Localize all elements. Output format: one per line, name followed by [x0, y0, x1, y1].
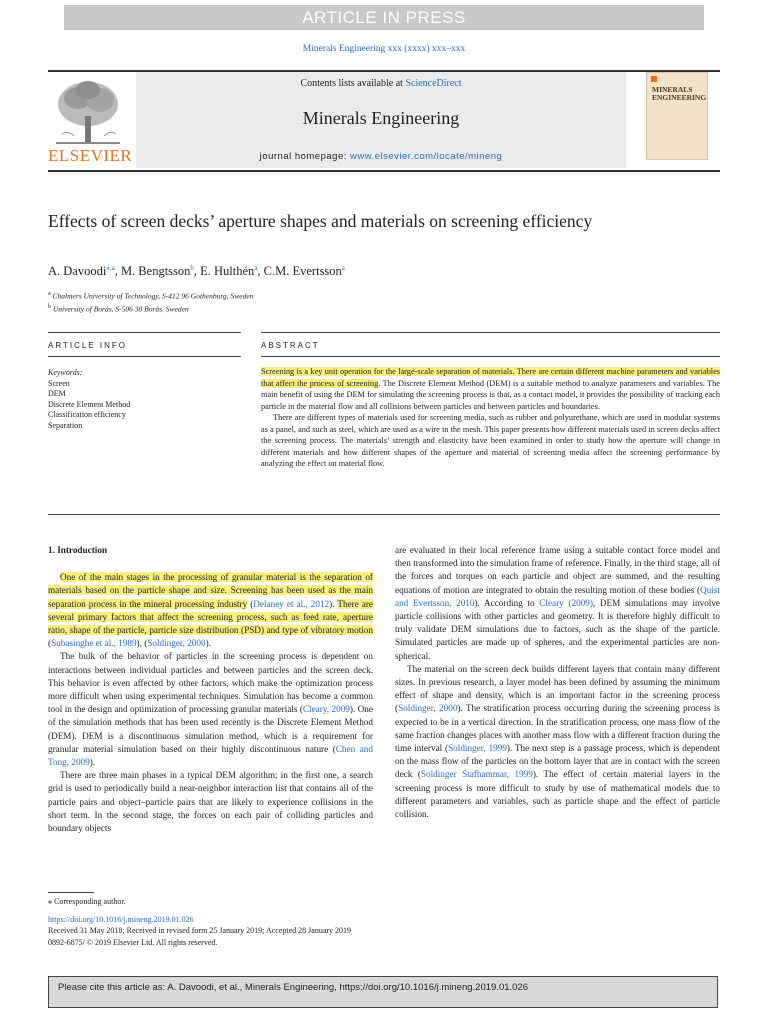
body-text: , DEM simulations may involve particle collisions with other particles and geometry. It is therefore highly difficult to truly validate DEM simulations due to factors, such as the shape of the particle. Simulated particles are made up of spheres, and the experimental particles are non-spherical.: [395, 597, 721, 661]
author-sup[interactable]: b: [190, 264, 194, 272]
citation-link[interactable]: Quist and Evertsson, 2010: [395, 584, 720, 608]
body-text: ). The stratification process occurring during the screening process is expected to be in a vertical direction. In the stratification process, one mass flow of the same fraction changes places with another mass flow with a different fraction during the time interval (: [395, 703, 721, 754]
article-info-rule-top: [48, 332, 241, 333]
affiliations: [48, 289, 253, 314]
journal-header-box: [136, 72, 626, 168]
footnotes: [48, 896, 351, 948]
affiliation-text: University of Borås, S-506 30 Borås, Sweden: [52, 304, 189, 313]
contents-prefix: Contents lists available at: [300, 78, 406, 89]
body-paragraph: There are three main phases in a typical DEM algorithm; in the first one, a search grid is used to periodically build a near-neighbor interaction list that contains all of the particle pairs and object–particle pairs that are likely to experience collisions in the short term. In the second stage, the forces on each pair of colliding particles and boundary objects: [48, 770, 373, 834]
journal-reference[interactable]: Minerals Engineering xxx (xxxx) xxx–xxx: [302, 44, 466, 54]
body-paragraph: [395, 663, 720, 821]
elsevier-tree-icon: [48, 76, 128, 146]
body-text: are evaluated in their local reference frame using a suitable contact force model and then transformed into the simulation frame of reference. Finally, in the third stage, all of the forces and torques on each particle and object are summed, and the resulting equations of motion are integrated to obtain the resulting motion of these bodies (: [395, 545, 720, 595]
sciencedirect-link[interactable]: ScienceDirect: [405, 78, 462, 89]
corresponding-author-note: ⁎ Corresponding author.: [48, 897, 126, 906]
homepage-url-link[interactable]: www.elsevier.com/locate/mineng: [350, 151, 503, 162]
article-info-heading: ARTICLE INFO: [48, 341, 127, 350]
citation-link[interactable]: Soldinger Stafhammar, 1999: [420, 769, 533, 780]
highlighted-text: Screening is a key unit operation for the large-scale separation of materials. There are certain different machine parameters and variables that affect the process of screening: [261, 367, 720, 388]
keyword: Classification efficiency: [48, 410, 126, 419]
citation-link[interactable]: Soldinger, 2000: [398, 703, 458, 714]
keyword: Discrete Element Method: [48, 399, 131, 409]
doi-link[interactable]: https://doi.org/10.1016/j.mineng.2019.01.026: [48, 914, 194, 924]
citation-link[interactable]: Delaney et al., 2012: [253, 598, 330, 609]
author-name[interactable]: M. Bengtsson: [120, 264, 191, 279]
body-paragraph: [48, 650, 373, 769]
citation-link[interactable]: Cleary, 2009: [302, 704, 350, 715]
journal-cover-thumbnail[interactable]: [646, 72, 708, 160]
journal-homepage: [136, 151, 626, 162]
article-in-press-banner: ARTICLE IN PRESS: [64, 5, 704, 30]
keyword: DEM: [48, 389, 66, 398]
highlighted-text: One of the main stages in the processing of granular material is the separation of materials based on the particle shape and size. Screening has been used as the main separation process in the mineral processing industry: [48, 572, 373, 609]
keywords-label: Keywords:: [48, 368, 83, 377]
author-name[interactable]: E. Hulthén: [200, 264, 255, 279]
abstract-text: [261, 366, 720, 470]
publisher-logo-text: ELSEVIER: [48, 146, 133, 165]
citation-box: [48, 976, 718, 1008]
body-column-left: [48, 544, 373, 835]
body-text: ). One of the simulation methods that has been used recently is the Discrete Element Method (DEM). DEM is a discontinuous simulation method, which is a requirement for granular material simulation based on their highly discontinuous nature (: [48, 704, 373, 754]
abstract-paragraph: [261, 366, 720, 412]
body-paragraph: [395, 544, 720, 663]
header-rule-bottom: [48, 170, 720, 172]
citation-link[interactable]: Chen and Tong, 2009: [48, 743, 373, 768]
body-text: ). According to: [474, 597, 540, 608]
abstract-paragraph: There are different types of materials used for screening media, such as rubber and polyurethane, which are used in modular systems as a panel, and such as steel, which are used as a wire in the mesh. This paper presents how different materials used in screen decks affect the screening process. The materials’ strength and elasticity have been examined in order to study how the aperture will change in different materials and how different shapes of the aperture and material of screening media affect the screening performance by analyzing the effect on material flow.: [261, 413, 720, 468]
affiliation-sup: b: [48, 303, 51, 310]
highlighted-text: There are several primary factors that affect the screening process, such as feed rate, aperture ratio, shape of the particle, particle size distribution (PSD) and type of vibratory motion: [48, 598, 374, 636]
author-sup[interactable]: a: [341, 264, 345, 272]
article-title: Effects of screen decks’ aperture shapes and materials on screening efficiency: [48, 211, 593, 231]
abstract-rule-top: [261, 332, 720, 333]
affiliation: [48, 302, 253, 315]
body-column-right: [395, 544, 720, 821]
body-text: The material on the screen deck builds different layers that contain many different sizes. In previous research, a layer model has been defined by assuming the minimum effect of shape and density, which is an important factor in the screening process (: [395, 663, 720, 714]
body-text: ). The effect of certain material layers in the screening process is more difficult to study by use of mathematical models due to different parameters and variables, such as particle shape and the effect of particle collision.: [395, 769, 721, 820]
cover-title: MINERALS ENGINEERING: [652, 85, 707, 102]
citation-link[interactable]: Soldinger, 2000: [147, 638, 206, 649]
footnote-rule: [48, 892, 94, 893]
affiliation-text: Chalmers University of Technology, S-412 96 Gothenburg, Sweden: [52, 291, 254, 301]
abstract-text-span: . The Discrete Element Method (DEM) is a suitable method to analyze parameters and variables. The main benefit of using the DEM for simulating the screening process is that, as a contact model, it provides the possibility of tracking each particle in the material flow and all collisions between particles and between particles and boundaries.: [261, 378, 720, 411]
copyright-line: 0892-6875/ © 2019 Elsevier Ltd. All rights reserved.: [48, 937, 218, 947]
abstract-heading: ABSTRACT: [261, 341, 320, 350]
homepage-label: journal homepage:: [259, 151, 351, 162]
citation-link[interactable]: Soldinger, 1999: [448, 743, 507, 754]
author-sup[interactable]: ⁎,a: [106, 264, 115, 272]
article-info-rule: [48, 356, 241, 357]
section-heading-introduction: 1. Introduction: [48, 545, 108, 555]
affiliation: [48, 289, 253, 302]
author-list: A. Davoodi$^{⁎,a}$, M. Bengtsson$^b$, E. Hulthén$^a$, C.M. Evertsson$^a$: [48, 264, 345, 279]
keyword: Separation: [48, 420, 83, 430]
body-text: ).: [89, 757, 96, 768]
body-separator-rule: [48, 514, 720, 515]
keyword: Screen: [48, 378, 70, 388]
journal-title: Minerals Engineering: [302, 108, 460, 128]
author-name[interactable]: C.M. Evertsson: [263, 264, 342, 279]
received-dates: Received 31 May 2018; Received in revised form 25 January 2019; Accepted 28 January 2019: [48, 926, 352, 935]
author-name[interactable]: A. Davoodi: [48, 264, 107, 279]
citation-link[interactable]: Cleary (2009): [539, 597, 593, 608]
author-sup[interactable]: a: [254, 264, 258, 272]
body-text: The bulk of the behavior of particles in the screening process is dependent on interactions between individual particles and between particles and the screen deck. This behavior is even affected by other factors, which make the optimization process more difficult when using experimental techniques. Simulation has become a common tool in the design and optimization of processing granular materials (: [48, 651, 373, 715]
abstract-rule: [261, 356, 720, 357]
citation-text: Please cite this article as: A. Davoodi, et al., Minerals Engineering, https://doi.org/10.1016/j.mineng.2019.01.026: [58, 982, 529, 993]
elsevier-logo[interactable]: [48, 76, 133, 166]
keywords-block: [48, 368, 130, 431]
journal-cover-icon: [651, 76, 657, 82]
contents-line: [136, 78, 626, 89]
citation-link[interactable]: Subasinghe et al., 1989: [51, 638, 137, 649]
body-text: ). The next step is a passage process, which is dependent on the mass flow of the particles on the bottom layer that are in contact with the screen deck (: [395, 743, 721, 780]
body-paragraph: One of the main stages in the processing of granular material is the separation of materials based on the particle shape and size. Screening has been used as the main separation process in the mineral processing industry (Delaney et al., 2012). There are several primary factors that affect the screening process, such as feed rate, aperture ratio, shape of the particle, particle size distribution (PSD) and type of vibratory motion (Subasinghe et al., 1989), (Soldinger, 2000).: [48, 572, 374, 649]
affiliation-sup: a: [48, 291, 51, 297]
